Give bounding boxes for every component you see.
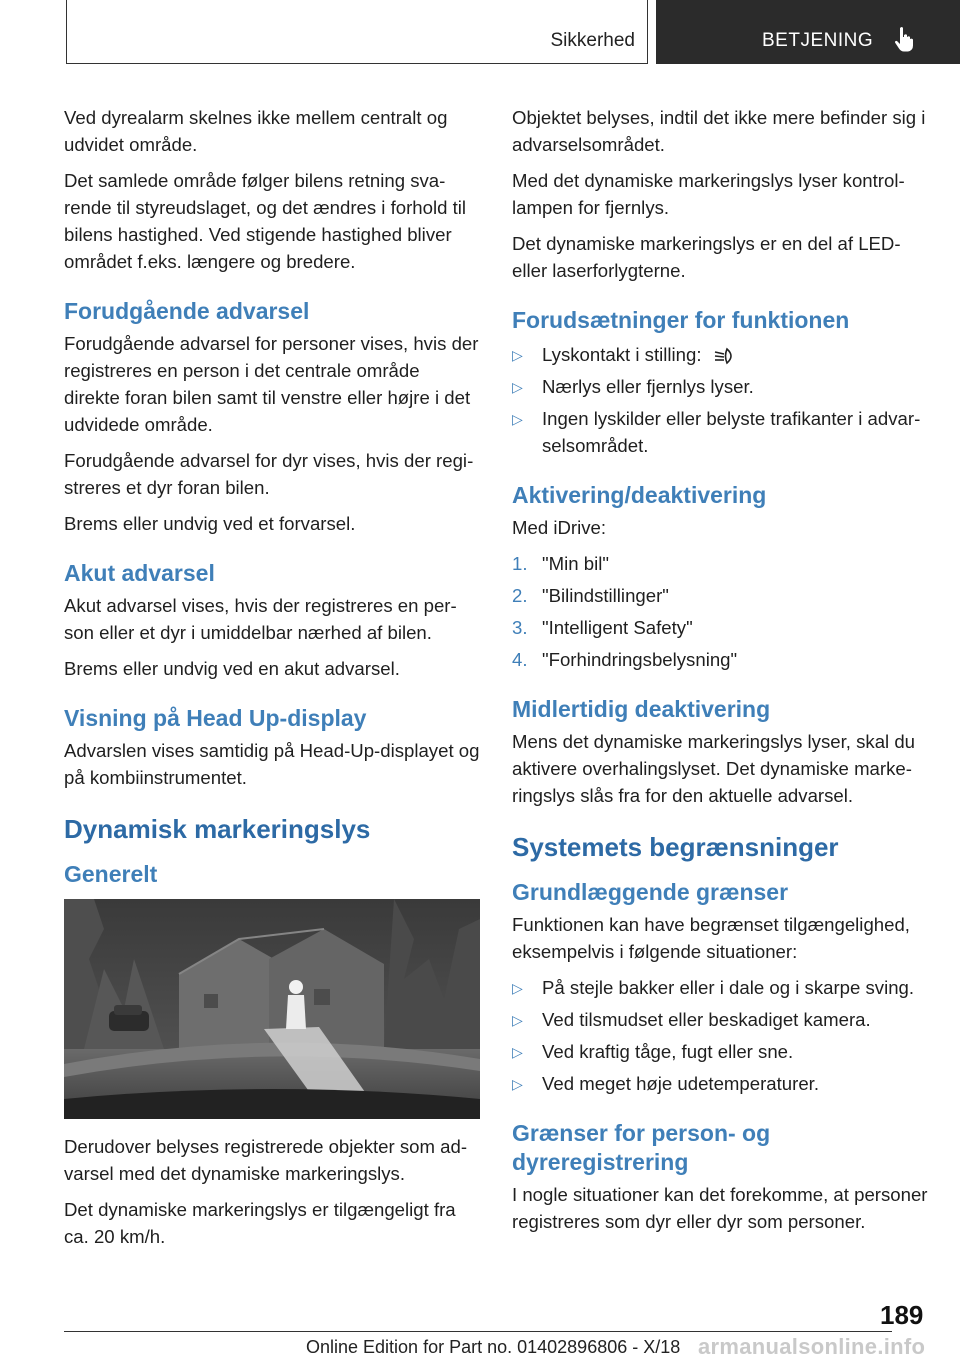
list-item: ▷ Ved kraftig tåge, fugt eller sne. [512,1038,928,1065]
list-item: 1. "Min bil" [512,553,609,574]
paragraph: Objektet belyses, indtil det ikke mere befinder sig i advarselsområdet. [512,107,926,155]
paragraph: Brems eller undvig ved en akut advarsel. [64,658,400,679]
paragraph: Med iDrive: [512,517,607,538]
paragraph: Det dynamiske markeringslys er tilgængeligt fra ca. 20 km/h. [64,1199,456,1247]
headlight-icon [713,346,737,366]
night-road-illustration [64,899,480,1119]
paragraph: Ved dyrealarm skelnes ikke mellem centralt og udvidet område. [64,107,448,155]
heading-generelt: Generelt [64,861,158,887]
paragraph: Brems eller undvig ved et forvarsel. [64,513,356,534]
heading-aktivering: Aktivering/deaktivering [512,482,767,508]
paragraph: Mens det dynamiske markeringslys lyser, skal du aktivere overhalingslyset. Det dynamiske markeringslys slås fra for den aktuelle advarsel. [512,731,916,806]
heading-dynamisk-markeringslys: Dynamisk markeringslys [64,814,371,844]
paragraph: Akut advarsel vises, hvis der registreres en person eller et dyr i umiddelbar nærhed af bilen. [64,595,457,643]
footer-watermark: armanualsonline.info [698,1334,926,1359]
paragraph: Forudgående advarsel for personer vises, hvis der registreres en person i det centrale område direkte foran bilen samt til venstre eller højre i det udvidede område. [64,333,479,435]
paragraph: Med det dynamiske markeringslys lyser kontrollampen for fjernlys. [512,170,905,218]
paragraph: I nogle situationer kan det forekomme, at personer registreres som dyr eller dyr som personer. [512,1184,928,1232]
triangle-bullet-icon: ▷ [512,379,523,395]
footer-edition: Online Edition for Part no. 01402896806 - X/18 [306,1337,681,1357]
header-chapter-title: BETJENING [762,30,874,51]
conditions-list [512,341,928,459]
paragraph: Derudover belyses registrerede objekter som advarsel med det dynamiske markeringslys. [64,1136,468,1184]
heading-graenser-person-dyr: Grænser for person- og dyreregistrering [512,1120,771,1175]
list-item: ▷ Ved meget høje udetemperaturer. [512,1070,928,1097]
list-item: 3. "Intelligent Safety" [512,617,693,638]
page-number: 189 [880,1300,924,1330]
paragraph: Advarslen vises samtidig på Head-Up-displayet og på kombiinstrumentet. [64,740,480,788]
left-column [64,104,480,1259]
header-section-title: Sikkerhed [550,30,635,51]
triangle-bullet-icon: ▷ [512,1044,523,1060]
list-item: ▷ Ingen lyskilder eller belyste trafikanter i advarselsområdet. [512,408,921,456]
list-item: ▷ Lyskontakt i stilling: [512,341,928,368]
triangle-bullet-icon: ▷ [512,1076,523,1092]
list-item: ▷ Nærlys eller fjernlys lyser. [512,373,928,400]
pointing-hand-icon [893,26,915,52]
list-item: ▷ På stejle bakker eller i dale og i skarpe sving. [512,974,928,1001]
heading-forudgaaende-advarsel: Forudgående advarsel [64,298,310,324]
header-chapter-box [656,0,960,64]
paragraph: Forudgående advarsel for dyr vises, hvis der registreres et dyr foran bilen. [64,450,474,498]
header-section-box [66,0,648,64]
list-item: 2. "Bilindstillinger" [512,585,669,606]
footer-divider [64,1331,892,1332]
limits-list [512,974,928,1097]
heading-systemets-begraensninger: Systemets begrænsninger [512,832,839,862]
triangle-bullet-icon: ▷ [512,411,523,427]
triangle-bullet-icon: ▷ [512,980,523,996]
heading-midlertidig-deaktivering: Midlertidig deaktivering [512,696,771,722]
steps-list [512,550,928,673]
triangle-bullet-icon: ▷ [512,1012,523,1028]
heading-head-up-display: Visning på Head Up-display [64,705,367,731]
heading-forudsaetninger: Forudsætninger for funktionen [512,307,850,333]
right-column [512,104,928,1244]
heading-grundlaeggende-graenser: Grundlæggende grænser [512,879,789,905]
paragraph: Funktionen kan have begrænset tilgængelighed, eksempelvis i følgende situationer: [512,914,910,962]
paragraph: Det samlede område følger bilens retning svarende til styreudslaget, og det ændres i forhold til bilens hastighed. Ved stigende hastighed bliver området f.eks. længere og bredere. [64,170,467,272]
list-item: ▷ Ved tilsmudset eller beskadiget kamera. [512,1006,928,1033]
paragraph: Det dynamiske markeringslys er en del af LED- eller laserforlygterne. [512,233,901,281]
heading-akut-advarsel: Akut advarsel [64,560,215,586]
list-item: 4. "Forhindringsbelysning" [512,649,738,670]
triangle-bullet-icon: ▷ [512,347,523,363]
